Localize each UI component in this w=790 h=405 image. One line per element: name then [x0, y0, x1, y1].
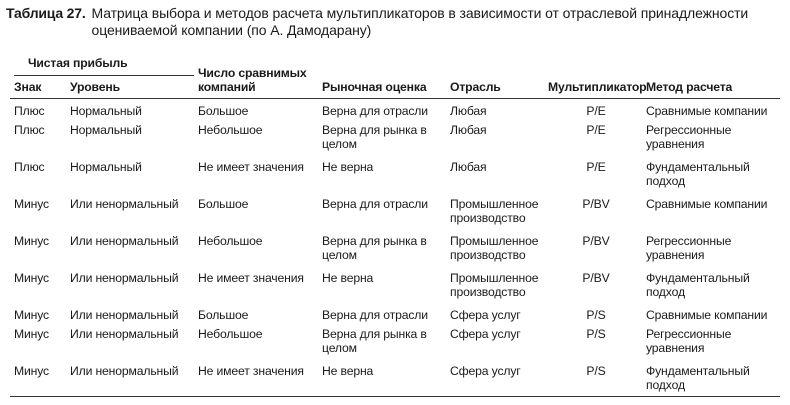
cell-comparables: Небольшое	[198, 327, 263, 341]
cell-comparables: Большое	[198, 197, 249, 211]
table-bottom-rule	[10, 396, 780, 397]
cell-level: Или ненормальный	[70, 364, 179, 378]
cell-method: Регрессионные уравнения	[646, 123, 732, 151]
cell-level: Или ненормальный	[70, 308, 179, 322]
table-body	[10, 99, 780, 396]
cell-level: Или ненормальный	[70, 234, 179, 248]
cell-multiplier: P/E	[586, 123, 606, 137]
cell-market: Верна для рынка в целом	[322, 123, 427, 151]
cell-multiplier: P/E	[586, 104, 606, 118]
cell-sign: Минус	[14, 234, 49, 248]
cell-industry: Сфера услуг	[450, 364, 521, 378]
cell-sign: Минус	[14, 197, 49, 211]
cell-industry: Промышленное производство	[450, 271, 539, 299]
cell-level: Нормальный	[70, 123, 142, 137]
cell-industry: Любая	[450, 123, 487, 137]
cell-multiplier: P/BV	[582, 197, 610, 211]
table-row	[10, 359, 780, 396]
cell-sign: Минус	[14, 271, 49, 285]
cell-comparables: Большое	[198, 308, 249, 322]
cell-market: Верна для отрасли	[322, 104, 428, 118]
cell-market: Не верна	[322, 160, 374, 174]
header-group-divider	[14, 75, 194, 76]
caption-label: Таблица 27.	[6, 5, 86, 21]
cell-multiplier: P/E	[586, 160, 606, 174]
table-row	[10, 322, 780, 359]
cell-method: Регрессионные уравнения	[646, 234, 732, 262]
cell-level: Или ненормальный	[70, 271, 179, 285]
cell-comparables: Небольшое	[198, 123, 263, 137]
cell-sign: Минус	[14, 364, 49, 378]
header-industry: Отрасль	[450, 80, 501, 94]
cell-industry: Промышленное производство	[450, 197, 539, 225]
cell-comparables: Небольшое	[198, 234, 263, 248]
table-header	[10, 54, 780, 99]
header-market: Рыночная оценка	[322, 80, 427, 94]
header-level: Уровень	[70, 80, 120, 94]
cell-comparables: Большое	[198, 104, 249, 118]
cell-industry: Сфера услуг	[450, 327, 521, 341]
table-caption	[6, 5, 786, 39]
cell-multiplier: P/BV	[582, 234, 610, 248]
cell-method: Фундаментальный подход	[646, 364, 750, 392]
cell-multiplier: P/S	[586, 308, 606, 322]
cell-sign: Минус	[14, 327, 49, 341]
cell-multiplier: P/BV	[582, 271, 610, 285]
cell-multiplier: P/S	[586, 364, 606, 378]
table-row	[10, 266, 780, 303]
cell-method: Фундаментальный подход	[646, 271, 750, 299]
cell-market: Не верна	[322, 364, 374, 378]
cell-method: Сравнимые компании	[646, 308, 768, 322]
cell-method: Регрессионные уравнения	[646, 327, 732, 355]
cell-method: Сравнимые компании	[646, 104, 768, 118]
table-row	[10, 155, 780, 192]
cell-comparables: Не имеет значения	[198, 364, 304, 378]
table-row	[10, 192, 780, 229]
cell-comparables: Не имеет значения	[198, 271, 304, 285]
cell-comparables: Не имеет значения	[198, 160, 304, 174]
cell-level: Или ненормальный	[70, 327, 179, 341]
cell-industry: Сфера услуг	[450, 308, 521, 322]
cell-sign: Плюс	[14, 123, 45, 137]
cell-level: Нормальный	[70, 160, 142, 174]
header-method: Метод расчета	[646, 80, 733, 94]
header-sign: Знак	[14, 80, 42, 94]
cell-sign: Плюс	[14, 104, 45, 118]
cell-sign: Плюс	[14, 160, 45, 174]
table-row	[10, 118, 780, 155]
cell-market: Не верна	[322, 271, 374, 285]
cell-level: Или ненормальный	[70, 197, 179, 211]
cell-industry: Любая	[450, 104, 487, 118]
multiplier-matrix-table	[10, 54, 780, 397]
cell-market: Верна для отрасли	[322, 308, 428, 322]
cell-sign: Минус	[14, 308, 49, 322]
cell-multiplier: P/S	[586, 327, 606, 341]
cell-method: Фундаментальный подход	[646, 160, 750, 188]
header-net-profit-group: Чистая прибыль	[28, 56, 128, 70]
cell-industry: Промышленное производство	[450, 234, 539, 262]
header-multiplier: Мультипликатор	[548, 80, 647, 94]
table-row	[10, 99, 780, 118]
cell-method: Сравнимые компании	[646, 197, 768, 211]
caption-text: Матрица выбора и методов расчета мультипликаторов в зависимости от отраслевой принадлежности оцениваемой компании (по А. Дамодарану)	[91, 5, 749, 38]
cell-level: Нормальный	[70, 104, 142, 118]
table-row	[10, 229, 780, 266]
cell-market: Верна для отрасли	[322, 197, 428, 211]
table-row	[10, 303, 780, 322]
header-comparables: Число сравнимых компаний	[198, 66, 307, 94]
cell-market: Верна для рынка в целом	[322, 327, 427, 355]
cell-market: Верна для рынка в целом	[322, 234, 427, 262]
cell-industry: Любая	[450, 160, 487, 174]
